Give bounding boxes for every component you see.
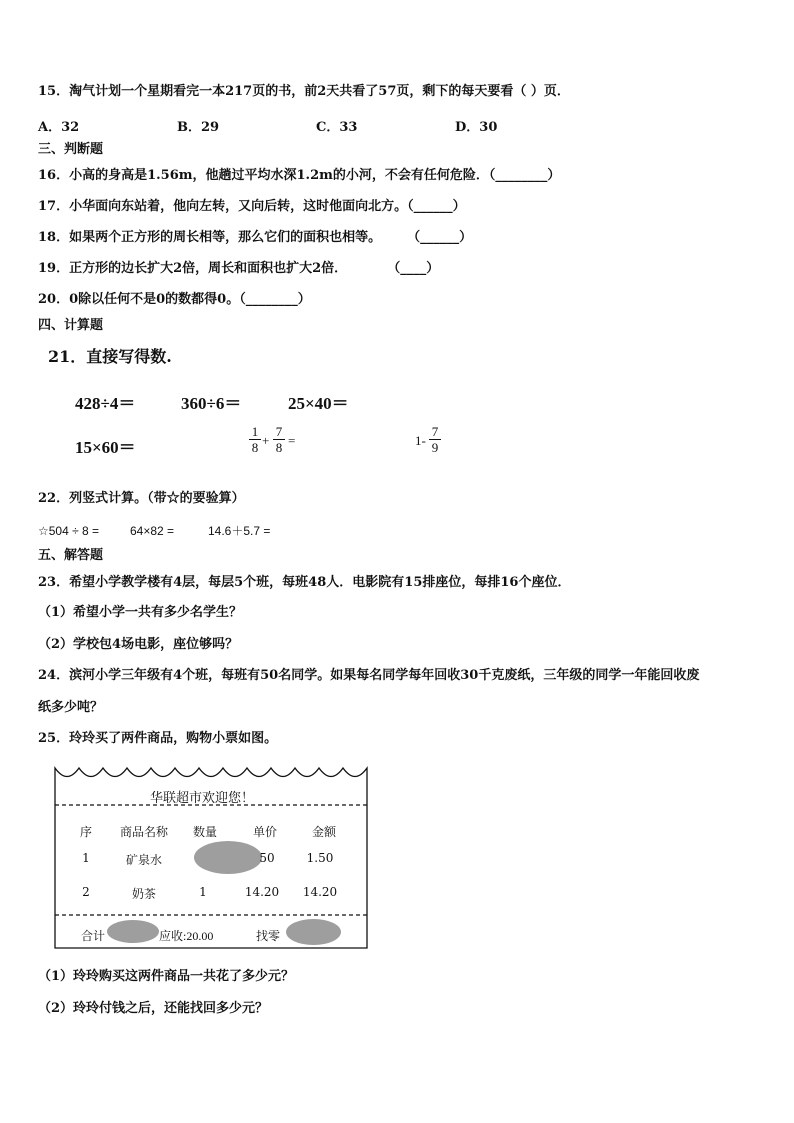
receipt-row-2-name: 奶茶	[131, 887, 157, 901]
judge-16-answer-blank[interactable]: （________）	[488, 168, 561, 183]
q21-fraction-7-8	[273, 424, 285, 455]
fraction-numerator: 7	[275, 424, 283, 439]
receipt-row-1-amount: 1.50	[306, 851, 334, 865]
q15-option-b: B．29	[177, 120, 220, 135]
q22-item-3: 14.6＋5.7 =	[208, 524, 271, 538]
q25-sub-2: （2）玲玲付钱之后，还能找回多少元？	[38, 1001, 269, 1016]
judge-18-text: 18．如果两个正方形的周长相等，那么它们的面积也相等。	[38, 230, 382, 245]
judge-item-20	[38, 292, 311, 308]
receipt-change-smudge	[286, 919, 341, 945]
q21-calc-4: 15×60＝	[75, 438, 136, 457]
receipt-total-smudge	[107, 920, 159, 943]
q21-calc-3: 25×40＝	[288, 394, 349, 413]
section-4-heading: 四、计算题	[38, 318, 104, 333]
section-5-heading: 五、解答题	[38, 548, 104, 563]
receipt-row-2-amount: 14.20	[302, 885, 338, 899]
receipt-row-2-qty: 1	[199, 885, 207, 899]
receipt-row-1-price: 50	[259, 851, 275, 865]
q22-item-2: 64×82 =	[130, 524, 175, 538]
q21-fraction-7-9	[429, 424, 441, 455]
receipt-change-label: 找零	[256, 929, 281, 943]
q25-sub-1: （1）玲玲购买这两件商品一共花了多少元？	[38, 969, 295, 984]
q23-text: 23．希望小学教学楼有4层，每层5个班，每班48人．电影院有15排座位，每排16个座位．	[38, 575, 571, 590]
receipt-row-2-price: 14.20	[244, 885, 280, 899]
q24-line-1: 24．滨河小学三年级有4个班，每班有50名同学。如果每名同学每年回收30千克废纸，三年级的同学一年能回收废	[38, 668, 700, 683]
receipt-total-label: 合计	[81, 929, 106, 943]
judge-item-18	[38, 230, 472, 246]
q15-option-c: C．33	[316, 120, 358, 135]
judge-16-text: 16．小高的身高是1.56m，他趟过平均水深1.2m的小河，不会有任何危险．	[38, 168, 489, 183]
fraction-denominator: 8	[251, 440, 259, 455]
q24-line-2: 纸多少吨？	[38, 700, 104, 715]
judge-item-17	[38, 199, 466, 215]
receipt-col-price: 单价	[252, 825, 278, 839]
receipt-col-qty: 数量	[192, 825, 218, 839]
q21-calc-2: 360÷6＝	[181, 394, 242, 413]
fraction-numerator: 7	[431, 424, 439, 439]
judge-item-16	[38, 168, 560, 184]
receipt-col-name: 商品名称	[119, 825, 169, 839]
judge-20-answer-blank[interactable]: （________）	[239, 292, 311, 307]
q25-text: 25．玲玲买了两件商品，购物小票如图。	[38, 731, 278, 746]
judge-20-text: 20．0除以任何不是0的数都得0。	[38, 292, 240, 307]
judge-17-text: 17．小华面向东站着，他向左转，又向后转，这时他面向北方。	[38, 199, 408, 214]
q22-item-1: ☆504 ÷ 8 =	[38, 524, 100, 538]
q15-text: 15．淘气计划一个星期看完一本217页的书，前2天共看了57页，剩下的每天要看（ ）页．	[38, 84, 570, 99]
q23-sub-1: （1）希望小学一共有多少名学生？	[38, 605, 243, 620]
fraction-numerator: 1	[251, 424, 259, 439]
receipt-due-label: 应收:20.00	[159, 929, 214, 943]
receipt-row-1-name: 矿泉水	[125, 853, 163, 867]
receipt-col-no: 序	[79, 825, 93, 839]
judge-19-text: 19．正方形的边长扩大2倍，周长和面积也扩大2倍．	[38, 261, 348, 276]
q21-calc-1: 428÷4＝	[75, 394, 136, 413]
judge-19-answer-blank[interactable]: （____）	[387, 261, 440, 276]
fraction-denominator: 9	[431, 440, 439, 455]
q15-option-d: D．30	[455, 120, 498, 135]
q21-one-minus: 1-	[415, 433, 426, 448]
receipt-row-2-no: 2	[82, 885, 90, 899]
q15-option-a: A．32	[38, 120, 80, 135]
q22-title: 22．列竖式计算。（带☆的要验算）	[38, 491, 245, 506]
receipt-header: 华联超市欢迎您！	[149, 791, 255, 806]
q21-fraction-1-8	[249, 424, 261, 455]
judge-18-answer-blank[interactable]: （______）	[407, 230, 473, 245]
section-3-heading: 三、判断题	[38, 142, 104, 157]
receipt-col-amount: 金额	[311, 825, 337, 839]
receipt-qty-smudge	[194, 841, 262, 874]
fraction-denominator: 8	[275, 440, 283, 455]
receipt-row-1-no: 1	[82, 851, 90, 865]
shopping-receipt	[54, 765, 368, 949]
q21-title: 21．直接写得数.	[48, 347, 172, 366]
q21-equals-sign: =	[288, 433, 296, 448]
q21-plus-sign: +	[262, 433, 270, 448]
judge-17-answer-blank[interactable]: （______）	[407, 199, 466, 214]
judge-item-19	[38, 261, 439, 277]
q23-sub-2: （2）学校包4场电影，座位够吗？	[38, 637, 239, 652]
